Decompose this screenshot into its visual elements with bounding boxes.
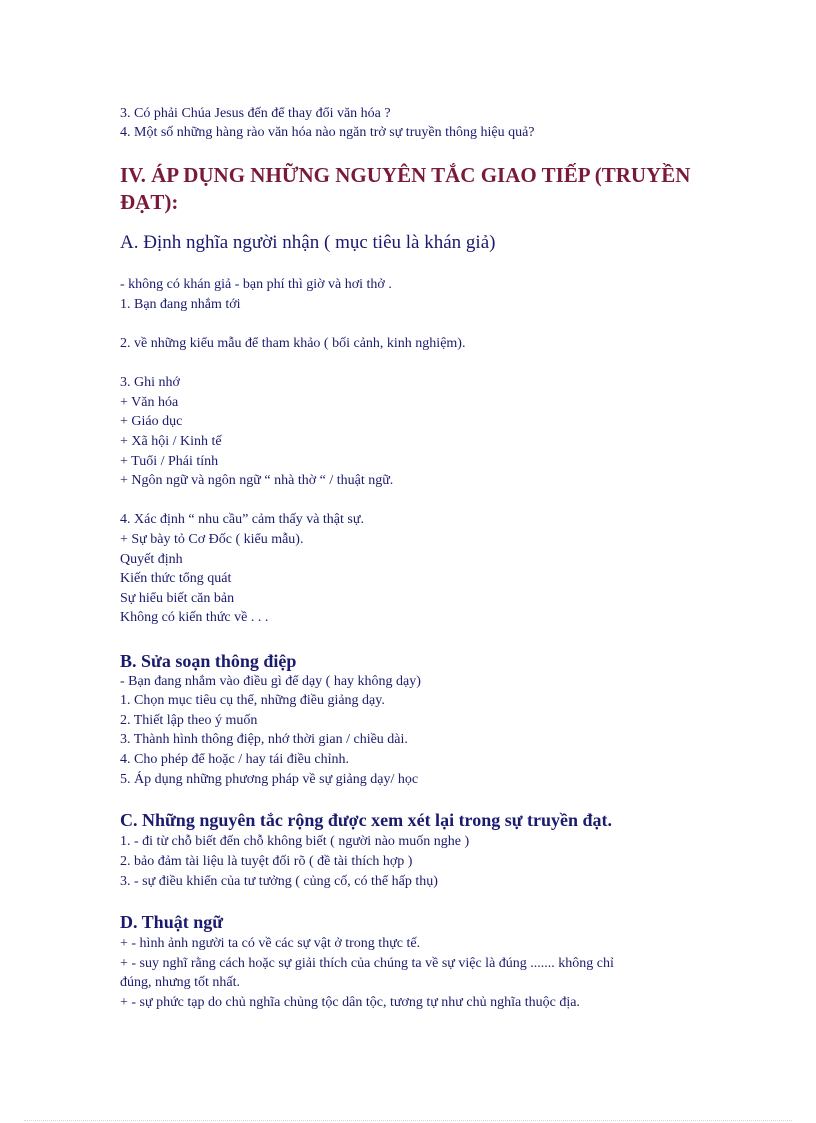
section-d-line: đúng, nhưng tốt nhất. xyxy=(120,975,240,990)
section-a-line: Không có kiến thức về . . . xyxy=(120,610,269,625)
section-c-line: 3. - sự điều khiển của tư tưởng ( củng cố, có thể hấp thụ) xyxy=(120,874,438,889)
section-c-line: 1. - đi từ chỗ biết đến chỗ không biết ( người nào muốn nghe ) xyxy=(120,834,470,849)
section-a-line: + Ngôn ngữ và ngôn ngữ “ nhà thờ “ / thuật ngữ. xyxy=(120,473,394,488)
section-b-line: 3. Thành hình thông điệp, nhớ thời gian / chiều dài. xyxy=(120,732,408,747)
page-bottom-divider xyxy=(24,1120,792,1121)
section-a-line: - không có khán giả - bạn phí thì giờ và hơi thở . xyxy=(120,277,392,292)
section-a-line: Quyết định xyxy=(120,552,183,567)
section-a-line: 3. Ghi nhớ xyxy=(120,375,180,390)
section-a-heading: A. Định nghĩa người nhận ( mục tiêu là khán giả) xyxy=(120,232,496,253)
section-a-line: + Sự bày tỏ Cơ Đốc ( kiểu mẫu). xyxy=(120,532,304,547)
section-a-line: 1. Bạn đang nhắm tới xyxy=(120,297,241,312)
section-b-line: 4. Cho phép để hoặc / hay tái điều chỉnh. xyxy=(120,752,349,767)
section-a-line: + Văn hóa xyxy=(120,395,179,410)
section-a-line: 2. về những kiểu mẫu để tham khảo ( bối cảnh, kinh nghiệm). xyxy=(120,336,466,351)
section-b-line: - Bạn đang nhắm vào điều gì để dạy ( hay không dạy) xyxy=(120,674,421,689)
section-b-line: 2. Thiết lập theo ý muốn xyxy=(120,713,258,728)
section-a-line: Sự hiểu biết căn bản xyxy=(120,591,235,606)
section-d-line: + - suy nghĩ rằng cách hoặc sự giải thích của chúng ta về sự việc là đúng ....... không chỉ xyxy=(120,956,614,971)
section-a-line: + Xã hội / Kinh tế xyxy=(120,434,222,449)
section-c-line: 2. bảo đảm tài liệu là tuyệt đối rõ ( đề tài thích hợp ) xyxy=(120,854,413,869)
section-a-line: + Tuổi / Phái tính xyxy=(120,454,219,469)
section-b-line: 5. Áp dụng những phương pháp về sự giảng dạy/ học xyxy=(120,772,419,787)
section-d-heading: D. Thuật ngữ xyxy=(120,912,224,932)
section-a-line: 4. Xác định “ nhu cầu” cảm thấy và thật sự. xyxy=(120,512,364,527)
section-b-heading: B. Sửa soạn thông điệp xyxy=(120,651,297,671)
section-d-line: + - hình ảnh người ta có về các sự vật ở trong thực tế. xyxy=(120,936,421,951)
intro-question-3: 3. Có phải Chúa Jesus đến để thay đổi văn hóa ? xyxy=(120,106,391,121)
section-a-line: Kiến thức tổng quát xyxy=(120,571,232,586)
section-title-line-2: ĐẠT): xyxy=(120,190,179,214)
section-title-line-1: IV. ÁP DỤNG NHỮNG NGUYÊN TẮC GIAO TIẾP (TRUYỀN xyxy=(120,163,691,187)
section-b-line: 1. Chọn mục tiêu cụ thể, những điều giảng dạy. xyxy=(120,693,385,708)
section-a-line: + Giáo dục xyxy=(120,414,183,429)
section-c-heading: C. Những nguyên tắc rộng được xem xét lại trong sự truyền đạt. xyxy=(120,810,613,830)
intro-question-4: 4. Một số những hàng rào văn hóa nào ngăn trở sự truyền thông hiệu quả? xyxy=(120,125,535,140)
section-d-line: + - sự phức tạp do chủ nghĩa chủng tộc dân tộc, tương tự như chủ nghĩa thuộc địa. xyxy=(120,995,580,1010)
